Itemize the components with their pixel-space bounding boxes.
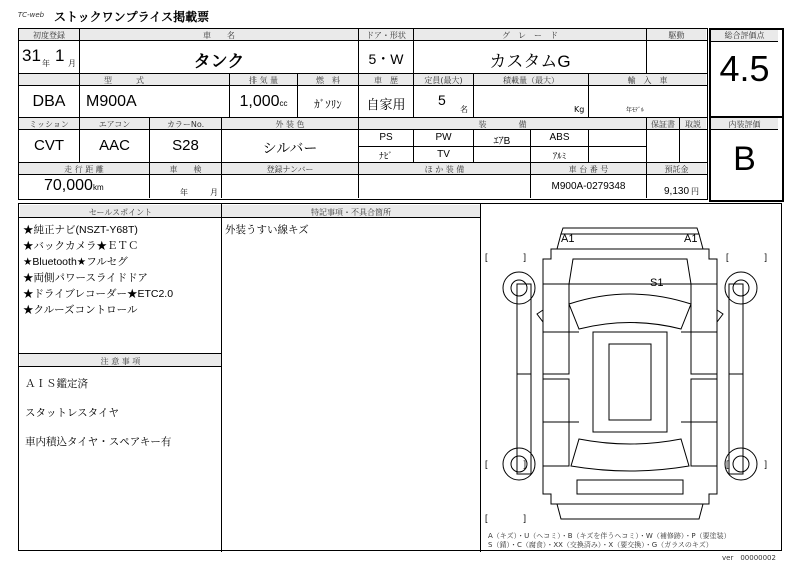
header-overall-score: 総合評価点 bbox=[724, 31, 765, 40]
bracket-bottom-left: [ ] bbox=[485, 459, 527, 469]
insp-month-unit: 月 bbox=[210, 188, 218, 197]
exterior-color-value: シルバー bbox=[262, 140, 318, 156]
damage-mark-a1-right: A1 bbox=[684, 233, 698, 245]
sales-point-item: ★純正ナビ(NSZT-Y68T) bbox=[23, 224, 138, 236]
reg-year: 31 bbox=[22, 46, 41, 65]
grade-value: カスタムG bbox=[489, 52, 571, 71]
price-unit: 円 bbox=[691, 187, 700, 196]
notes-item: スタットレスタイヤ bbox=[25, 407, 119, 419]
interior-score-value: B bbox=[733, 140, 756, 178]
header-car-name: 車 名 bbox=[203, 31, 235, 40]
header-drive: 駆動 bbox=[668, 31, 685, 40]
notes-title: 注 意 事 項 bbox=[100, 357, 141, 366]
insp-year-unit: 年 bbox=[180, 188, 188, 197]
header-inspection: 車 検 bbox=[169, 165, 202, 174]
reg-month: 1 bbox=[55, 46, 65, 65]
header-interior-score: 内装評価 bbox=[728, 120, 761, 129]
bracket-top-left: [ ] bbox=[485, 252, 527, 262]
sales-point-item: ★Bluetooth★フルセグ bbox=[23, 256, 128, 268]
tc-web-logo: TC-web bbox=[17, 11, 45, 19]
header-equipment: 装 備 bbox=[478, 120, 527, 129]
price-number: 9,130 bbox=[664, 186, 690, 197]
displacement-unit: cc bbox=[279, 99, 288, 108]
header-manual: 取説 bbox=[685, 120, 701, 129]
mileage-unit: km bbox=[92, 183, 104, 192]
version-label: ver 00000002 bbox=[722, 554, 776, 562]
sales-point-item: ★両側パワースライドドア bbox=[23, 272, 148, 284]
notes-item: ＡＩＳ鑑定済 bbox=[25, 378, 88, 390]
header-chassis: 車 台 番 号 bbox=[568, 165, 609, 174]
bracket-bottom-right: [ ] bbox=[726, 459, 768, 469]
header-color-no: カラーNo. bbox=[166, 120, 205, 129]
damage-mark-a1-left: A1 bbox=[561, 233, 575, 245]
load-unit: Kg bbox=[574, 105, 585, 114]
header-reg-number: 登録ナンバー bbox=[266, 165, 314, 174]
header-mission: ミッション bbox=[29, 120, 69, 129]
equip-abs: ABS bbox=[549, 132, 570, 143]
type-prefix-value: DBA bbox=[32, 93, 66, 110]
equip-tv: TV bbox=[437, 149, 450, 160]
car-name-value: タンク bbox=[193, 52, 245, 71]
capacity-unit: 名 bbox=[460, 105, 468, 114]
capacity-number: 5 bbox=[438, 92, 446, 108]
header-price: 預託金 bbox=[664, 165, 689, 174]
color-no-value: S28 bbox=[172, 137, 199, 154]
equip-airbag: ｴｱB bbox=[493, 136, 511, 147]
header-mileage: 走 行 距 離 bbox=[64, 165, 104, 174]
usage-value: 自家用 bbox=[366, 97, 406, 112]
mission-value: CVT bbox=[34, 137, 64, 154]
header-aircon: エアコン bbox=[98, 120, 131, 129]
damage-mark-s1: S1 bbox=[650, 277, 664, 289]
price-value bbox=[664, 181, 699, 199]
sales-point-item: ★ドライブレコーダー★ETC2.0 bbox=[23, 288, 174, 300]
mileage-number: 70,000 bbox=[44, 177, 93, 194]
reg-month-unit: 月 bbox=[68, 59, 76, 68]
header-exterior-color: 外 装 色 bbox=[275, 120, 305, 129]
displacement-number: 1,000 bbox=[239, 93, 280, 110]
capacity-value bbox=[414, 92, 473, 116]
header-displacement: 排 気 量 bbox=[248, 76, 279, 85]
equip-pw: PW bbox=[435, 132, 452, 143]
header-grade: グ レ ー ド bbox=[502, 31, 558, 40]
overall-score-value: 4.5 bbox=[719, 48, 770, 89]
header-first-reg: 初度登録 bbox=[33, 31, 65, 40]
header-fuel: 燃 料 bbox=[316, 76, 340, 85]
fuel-value: ｶﾞｿﾘﾝ bbox=[314, 99, 342, 111]
header-warranty: 保証書 bbox=[651, 120, 675, 129]
bracket-side-left: [ ] bbox=[485, 513, 527, 523]
chassis-value: M900A-0279348 bbox=[551, 181, 626, 192]
header-other-equipment: ほ か 装 備 bbox=[424, 165, 465, 174]
displacement-value bbox=[230, 93, 297, 111]
model-value: M900A bbox=[86, 93, 137, 110]
aircon-value: AAC bbox=[99, 137, 130, 154]
reg-year-unit: 年 bbox=[42, 59, 50, 68]
header-load: 積載量（最大） bbox=[503, 76, 559, 85]
door-type-value: 5・W bbox=[368, 51, 404, 67]
header-import: 輸 入 車 bbox=[627, 76, 668, 85]
diagram-legend-line2: S（錆）・C（腐食）・XX（交換済み）・X（要交換）・G（ガラスのキズ） bbox=[488, 541, 713, 549]
special-notes-title: 特記事項・不具合箇所 bbox=[311, 208, 391, 217]
header-type: 型 式 bbox=[104, 76, 144, 85]
form-title: ストックワンプライス掲載票 bbox=[54, 10, 210, 24]
diagram-legend-line1: A（キズ）・U（ヘコミ）・B（キズを伴うヘコミ）・W（補修跡）・P（要塗装） bbox=[488, 532, 731, 540]
special-notes-text: 外装うすい線キズ bbox=[225, 224, 309, 236]
notes-item: 車内積込タイヤ・スペアキー有 bbox=[25, 436, 172, 448]
header-capacity: 定員(最大) bbox=[424, 76, 463, 85]
sales-point-item: ★クルーズコントロール bbox=[23, 304, 138, 316]
sales-points-title: セールスポイント bbox=[88, 208, 153, 217]
import-year-label: 年ﾓﾃﾞﾙ bbox=[626, 107, 645, 114]
header-usage: 車 歴 bbox=[374, 76, 398, 85]
equip-alloy: ｱﾙﾐ bbox=[552, 151, 567, 161]
sales-points-list bbox=[23, 222, 219, 318]
sales-point-item: ★バックカメラ★ＥＴＣ bbox=[23, 240, 139, 252]
mileage-value bbox=[44, 177, 104, 195]
bracket-top-right: [ ] bbox=[726, 252, 768, 262]
header-door-type: ドア・形状 bbox=[366, 31, 406, 40]
equip-ps: PS bbox=[379, 132, 393, 143]
equip-navi: ﾅﾋﾞ bbox=[379, 151, 393, 161]
first-reg-value bbox=[20, 46, 78, 72]
